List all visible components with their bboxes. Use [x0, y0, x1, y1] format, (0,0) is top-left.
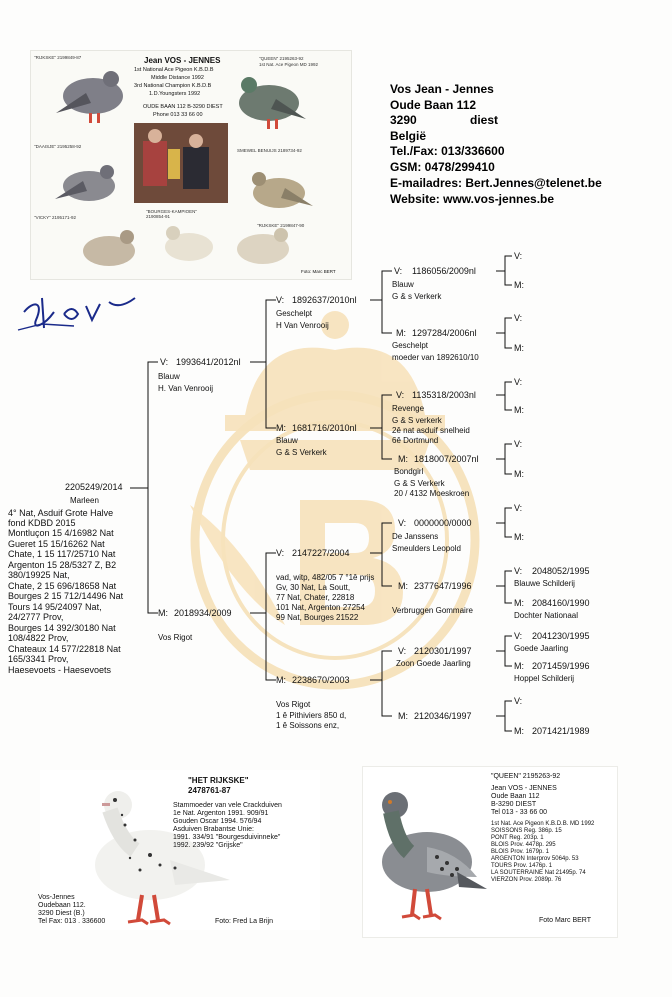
gen5-label: M:	[514, 405, 524, 415]
ds-label: V:	[276, 548, 285, 558]
queen-result: VIERZON Prov. 2089p. 76	[491, 877, 562, 883]
subject-result-line: Gueret 15 15/16262 Nat	[8, 539, 105, 549]
gen5-ring: 2071459/1996	[532, 661, 590, 671]
collage-photo-credit: Foto: Marc BERT	[301, 269, 336, 274]
rijkske-line: Gouden Oscar 1994. 576/94	[173, 818, 262, 825]
subject-result-line: Bourges 2 15 712/14496 Nat	[8, 591, 124, 601]
dam-ring: 2018934/2009	[174, 608, 232, 618]
gen5-label: M:	[514, 598, 524, 608]
gen5-label: V:	[514, 631, 523, 641]
ss-ring: 1892637/2010nl	[292, 295, 357, 305]
queen-owner: Tel 013 - 33 66 00	[491, 809, 548, 816]
sdd-line: 20 / 4132 Moeskroen	[394, 489, 470, 498]
rijkske-owner: 3290 Diest (B.)	[38, 910, 85, 917]
dds-line: Zoon Goede Jaarling	[396, 659, 471, 668]
gen5-label: M:	[514, 726, 524, 736]
dss-ring: 0000000/0000	[414, 518, 472, 528]
sd-line: G & S Verkerk	[276, 448, 327, 457]
dsd-line: Verbruggen Gommaire	[392, 606, 473, 615]
rijkske-line: Stammoeder van vele Crackduiven	[173, 802, 282, 809]
collage-address: OUDE BAAN 112 B-3290 DIEST	[143, 104, 223, 110]
svg-text:"RIJKSKE" 2199849-87: "RIJKSKE" 2199849-87	[34, 55, 82, 60]
collage-line3: 3rd National Champion K.B.D.B	[134, 83, 212, 89]
sdd-ring: 1818007/2007nl	[414, 454, 479, 464]
sd-label: M:	[276, 423, 286, 433]
sire-label: V:	[160, 357, 169, 367]
ssd-label: M:	[396, 328, 406, 338]
collage-title: Jean VOS - JENNES	[144, 56, 221, 65]
queen-photo-credit: Foto Marc BERT	[539, 917, 591, 924]
contact-tel: Tel./Fax: 013/336600	[390, 144, 505, 158]
queen-result: ARGENTON Interprov 5064p. 53	[491, 856, 579, 862]
svg-text:2190854-91: 2190854-91	[146, 214, 171, 219]
ds-ring: 2147227/2004	[292, 548, 350, 558]
gen5-label: M:	[514, 343, 524, 353]
subject-result-line: Chate, 2 15 696/18658 Nat	[8, 581, 117, 591]
sss-line: Blauw	[392, 280, 414, 289]
sds-line: 6ê Dortmund	[392, 436, 439, 445]
rijkske-owner: Oudebaan 112.	[38, 902, 86, 909]
subject-ring: 2205249/2014	[65, 482, 123, 492]
ddd-ring: 2120346/1997	[414, 711, 472, 721]
ds-line: 101 Nat, Argenton 27254	[276, 603, 365, 612]
rijkske-photo-credit: Foto: Fred La Brijn	[215, 918, 273, 925]
gen5-ring: 2041230/1995	[532, 631, 590, 641]
subject-result-line: Chate, 1 15 117/25710 Nat	[8, 549, 116, 559]
dd-line: Vos Rigot	[276, 700, 311, 709]
queen-owner: Oude Baan 112	[491, 793, 540, 800]
subject-result-line: Bourges 14 392/30180 Nat	[8, 623, 116, 633]
gen5-label: M:	[514, 661, 524, 671]
gen5-label: M:	[514, 532, 524, 542]
rijkske-owner: Vos-Jennes	[38, 894, 75, 901]
svg-text:"BOURGES-KAMPIOEN": "BOURGES-KAMPIOEN"	[146, 209, 197, 214]
ss-label: V:	[276, 295, 285, 305]
collage-line4: 1.D.Youngsters 1992	[149, 91, 201, 97]
queen-owner: Jean VOS - JENNES	[491, 785, 557, 792]
sds-ring: 1135318/2003nl	[412, 390, 476, 400]
gen5-ring: 2048052/1995	[532, 566, 590, 576]
dd-label: M:	[276, 675, 286, 685]
subject-result-line: Chateaux 14 577/22818 Nat	[8, 644, 121, 654]
gen5-label: V:	[514, 566, 523, 576]
gen5-line: Goede Jaarling	[514, 644, 569, 653]
rijkske-title: "HET RIJKSKE"	[188, 776, 249, 785]
dam-label: M:	[158, 608, 168, 618]
subject-result-line: Montluçon 15 4/16982 Nat	[8, 528, 114, 538]
queen-result: 1st Nat. Ace Pigeon K.B.D.B. MD 1992	[491, 821, 595, 827]
rijkske-owner: Tel Fax: 013 . 336600	[38, 918, 106, 925]
gen5-label: V:	[514, 696, 523, 706]
gen5-label: V:	[514, 439, 523, 449]
dd-ring: 2238670/2003	[292, 675, 350, 685]
gen5-line: Dochter Nationaal	[514, 611, 579, 620]
gen5-ring: 2084160/1990	[532, 598, 590, 608]
photo-card-queen	[362, 766, 618, 938]
sds-label: V:	[396, 390, 405, 400]
ss-line: Geschelpt	[276, 309, 313, 318]
gen5-label: M:	[514, 469, 524, 479]
gen5-label: V:	[514, 251, 523, 261]
contact-street: Oude Baan 112	[390, 98, 477, 112]
subject-result-line: Argenton 15 28/5327 Z, B2	[8, 560, 117, 570]
dsd-ring: 2377647/1996	[414, 581, 472, 591]
dam-line: Vos Rigot	[158, 633, 193, 642]
contact-postcode: 3290	[390, 113, 417, 127]
gen5-label: M:	[514, 280, 524, 290]
subject-result-line: 380/19925 Nat,	[8, 570, 70, 580]
ssd-line: moeder van 1892610/10	[392, 353, 479, 362]
ss-line: H Van Venrooij	[276, 321, 329, 330]
subject-result-line: 4° Nat, Asduif Grote Halve	[8, 508, 114, 518]
contact-email: E-mailadres: Bert.Jennes@telenet.be	[390, 176, 602, 190]
collage-line1: 1st National Ace Pigeon K.B.D.B	[134, 67, 214, 73]
rijkske-line: Asduiven Brabantse Unie:	[173, 826, 254, 833]
sdd-line: Bondgirl	[394, 467, 424, 476]
dss-line: Smeulders Leopold	[392, 544, 461, 553]
collage-line2: Middle Distance 1992	[151, 75, 204, 81]
ds-line: vad, witp, 482/05 7 °1ê prijs	[276, 573, 375, 582]
contact-name: Vos Jean - Jennes	[390, 82, 494, 96]
sss-ring: 1186056/2009nl	[412, 266, 476, 276]
dsd-label: M:	[398, 581, 408, 591]
sire-line: Blauw	[158, 372, 180, 381]
queen-result: BLOIS Prov. 1679p. 1	[491, 849, 549, 855]
sire-line: H. Van Venrooij	[158, 384, 213, 393]
rijkske-line: 1992. 239/92 "Grijske"	[173, 842, 243, 849]
gen5-line: Hoppel Schilderij	[514, 674, 575, 683]
photo-card-rijkske	[40, 770, 320, 930]
subject-name: Marleen	[70, 496, 99, 505]
collage-phone: Phone 013 33 66 00	[153, 112, 203, 118]
dd-line: 1 ê Pithiviers 850 d,	[276, 711, 347, 720]
queen-result: SOISSONS Reg. 386p. 15	[491, 828, 562, 834]
dds-ring: 2120301/1997	[414, 646, 472, 656]
svg-text:"RIJKSKE" 2199847-90: "RIJKSKE" 2199847-90	[257, 223, 305, 228]
svg-text:"VICKY" 2195171-92: "VICKY" 2195171-92	[34, 215, 76, 220]
subject-result-line: Haesevoets - Haesevoets	[8, 665, 112, 675]
dds-label: V:	[398, 646, 407, 656]
queen-result: PONT Reg. 203p. 1	[491, 835, 544, 841]
sds-line: Revenge	[392, 404, 425, 413]
contact-city: diest	[470, 113, 499, 127]
dss-label: V:	[398, 518, 407, 528]
gen5-label: V:	[514, 503, 523, 513]
sdd-label: M:	[398, 454, 408, 464]
contact-gsm: GSM: 0478/299410	[390, 160, 495, 174]
subject-result-line: 108/4822 Prov,	[8, 633, 69, 643]
ddd-label: M:	[398, 711, 408, 721]
contact-website: Website: www.vos-jennes.be	[390, 192, 555, 206]
rijkske-line: 1e Nat. Argenton 1991. 909/91	[173, 810, 269, 817]
dd-line: 1 ê Soissons enz,	[276, 721, 340, 730]
rijkske-ring: 2478761-87	[188, 786, 231, 795]
svg-text:SMEWEL BENUIJS 2189734-92: SMEWEL BENUIJS 2189734-92	[237, 148, 302, 153]
gen5-label: V:	[514, 377, 523, 387]
contact-country: België	[390, 129, 427, 143]
grey-pigeon-image	[367, 777, 487, 932]
gen5-line: Blauwe Schilderij	[514, 579, 575, 588]
ds-line: 77 Nat, Chater, 22818	[276, 593, 355, 602]
sdd-line: G & S Verkerk	[394, 479, 445, 488]
subject-result-line: Tours 14 95/24097 Nat,	[8, 602, 102, 612]
gen5-ring: 2071421/1989	[532, 726, 590, 736]
dss-line: De Janssens	[392, 532, 439, 541]
sire-ring: 1993641/2012nl	[176, 357, 241, 367]
sds-line: G & S verkerk	[392, 416, 442, 425]
queen-result: LA SOUTERRAINE Nat 21495p. 74	[491, 870, 586, 876]
sss-line: G & s Verkerk	[392, 292, 442, 301]
subject-result-line: 165/3341 Prov,	[8, 654, 69, 664]
queen-result: TOURS Prov. 1476p. 1	[491, 863, 553, 869]
queen-result: BLOIS Prov. 4478p. 295	[491, 842, 556, 848]
sd-ring: 1681716/2010nl	[292, 423, 357, 433]
svg-text:"DAAISJE" 2195258-92: "DAAISJE" 2195258-92	[34, 144, 82, 149]
sds-line: 2ê nat asduif snelheid	[392, 426, 470, 435]
ssd-ring: 1297284/2006nl	[412, 328, 477, 338]
queen-owner: B-3290 DIEST	[491, 801, 537, 808]
gen5-label: V:	[514, 313, 523, 323]
ssd-line: Geschelpt	[392, 341, 429, 350]
subject-result-line: 24/2777 Prov,	[8, 612, 64, 622]
sss-label: V:	[394, 266, 403, 276]
svg-text:1st Nat. Ace Pigeon MD 1992: 1st Nat. Ace Pigeon MD 1992	[259, 62, 319, 67]
ds-line: 99 Nat, Bourges 21522	[276, 613, 359, 622]
subject-result-line: fond KDBD 2015	[8, 518, 76, 528]
queen-title: "QUEEN" 2195263-92	[491, 773, 561, 780]
rijkske-line: 1991. 334/91 "Bourgesduivinneke"	[173, 834, 281, 841]
sd-line: Blauw	[276, 436, 298, 445]
svg-text:"QUEEN" 2195263-92: "QUEEN" 2195263-92	[259, 56, 304, 61]
ds-line: Gv, 30 Nat, La Soutt,	[276, 583, 351, 592]
